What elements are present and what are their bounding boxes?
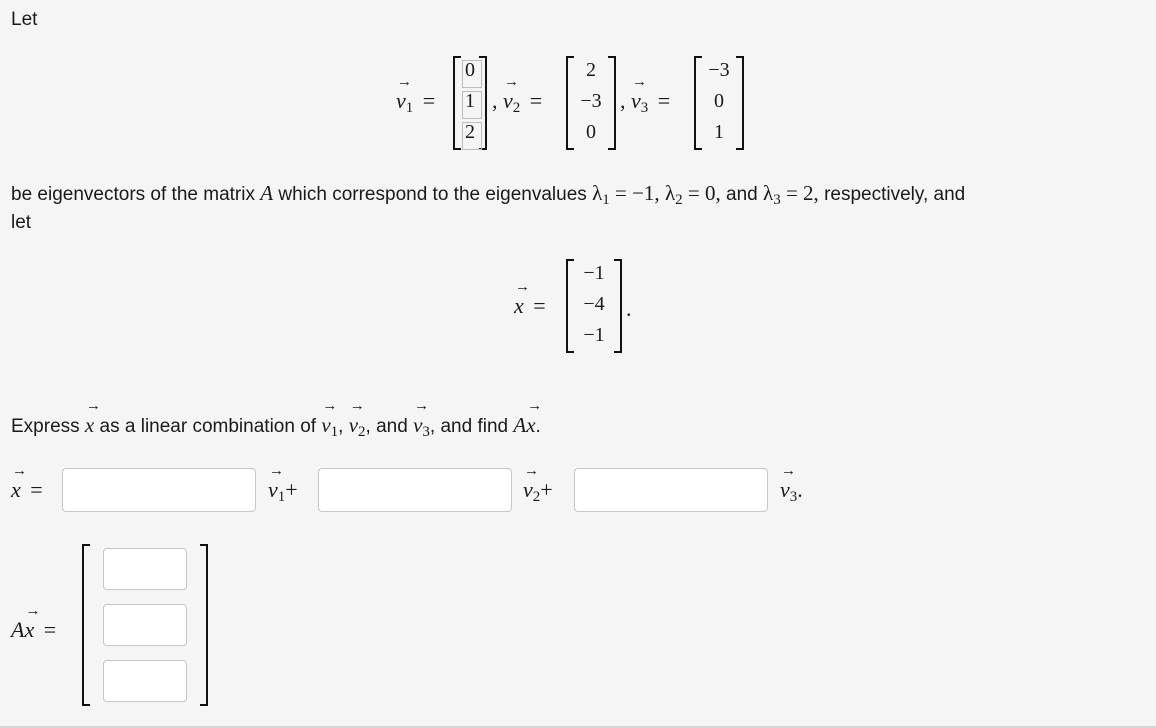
v3-symbol: → v (631, 74, 647, 113)
v2-entry-1: 2 (586, 59, 596, 81)
Ax-entry-2-input[interactable] (103, 604, 187, 646)
term-v2: → $v_2+$ (523, 463, 553, 505)
vector-arrow-icon: → (524, 463, 539, 479)
express-sentence: Express → x as a linear combination of → $v_1$, → $v_2$, and → $v_3$, and find A → x. (11, 398, 543, 440)
v1-entry-box-2 (462, 91, 482, 119)
v1-entry-3: 2 (465, 121, 475, 143)
vector-arrow-icon: → (515, 279, 530, 295)
matrix-A-symbol: A (260, 181, 274, 205)
Ax-entry-1-input[interactable] (103, 548, 187, 590)
vector-arrow-icon: → (12, 463, 27, 479)
x-inline-symbol: → x (84, 398, 101, 437)
v1-entry-2: 1 (465, 90, 475, 112)
x-entry-3: −1 (583, 324, 605, 346)
answer-x-label: → x = (11, 463, 43, 502)
v3-entry-1: −3 (708, 59, 730, 81)
v2-entry-3: 0 (586, 121, 596, 143)
x-entry-2: −4 (583, 293, 605, 315)
v1-inline: → $v_1$ (321, 398, 339, 440)
v3-matrix (694, 56, 744, 150)
Ax-label: A → x = (11, 603, 57, 642)
x-symbol: → x (514, 279, 530, 318)
term-v1: → $v_1+$ (268, 463, 298, 505)
v3-entry-3: 1 (714, 121, 724, 143)
vector-arrow-icon: → (527, 398, 543, 414)
v1-symbol: → v (396, 74, 412, 113)
v2-label: , → $v_2$ = (492, 74, 543, 116)
eigen-sentence: be eigenvectors of the matrix A which correspond to the eigenvalues $\lambda_1 = -1$, $\lambda_2 = 0$, and $\lambda_3 = 2$, respectively, and (11, 181, 966, 208)
vector-arrow-icon: → (85, 398, 101, 414)
v3-entry-2: 0 (714, 90, 724, 112)
vector-arrow-icon: → (414, 398, 430, 414)
coefficient-1-input[interactable] (62, 468, 256, 512)
lambda-2: $\lambda_2 = 0$, (664, 181, 721, 208)
v2-matrix (566, 56, 616, 150)
v2-entry-2: −3 (580, 90, 602, 112)
vector-arrow-icon: → (322, 398, 338, 414)
coefficient-2-input[interactable] (318, 468, 512, 512)
Ax-inline: A → x (513, 398, 543, 437)
x-entry-1: −1 (583, 262, 605, 284)
vector-arrow-icon: → (269, 463, 284, 479)
v2-symbol: → v (503, 74, 519, 113)
lambda-3: $\lambda_3 = 2$, (763, 181, 819, 208)
x-period: . (626, 296, 632, 321)
vector-arrow-icon: → (349, 398, 365, 414)
vector-arrow-icon: → (504, 74, 519, 90)
vector-arrow-icon: → (781, 463, 796, 479)
lambda-1: $\lambda_1 = -1$, (592, 181, 660, 208)
vector-arrow-icon: → (25, 603, 41, 619)
v1-entry-box-1 (462, 60, 482, 88)
v3-inline: → $v_3$ (413, 398, 430, 440)
v3-label: , → $v_3$ = (620, 74, 671, 116)
x-label: → x = (514, 279, 546, 318)
vector-arrow-icon: → (632, 74, 647, 90)
v1-label: → $v_1$ = (396, 74, 436, 116)
term-v3: → $v_3$. (780, 463, 803, 505)
v2-inline: → $v_2$ (348, 398, 366, 440)
intro-text: Let (11, 9, 38, 30)
x-matrix (566, 259, 622, 353)
v1-entry-1: 0 (465, 59, 475, 81)
Ax-entry-3-input[interactable] (103, 660, 187, 702)
coefficient-3-input[interactable] (574, 468, 768, 512)
v1-entry-box-3 (462, 122, 482, 150)
vector-arrow-icon: → (397, 74, 412, 90)
let-text: let (11, 212, 32, 233)
